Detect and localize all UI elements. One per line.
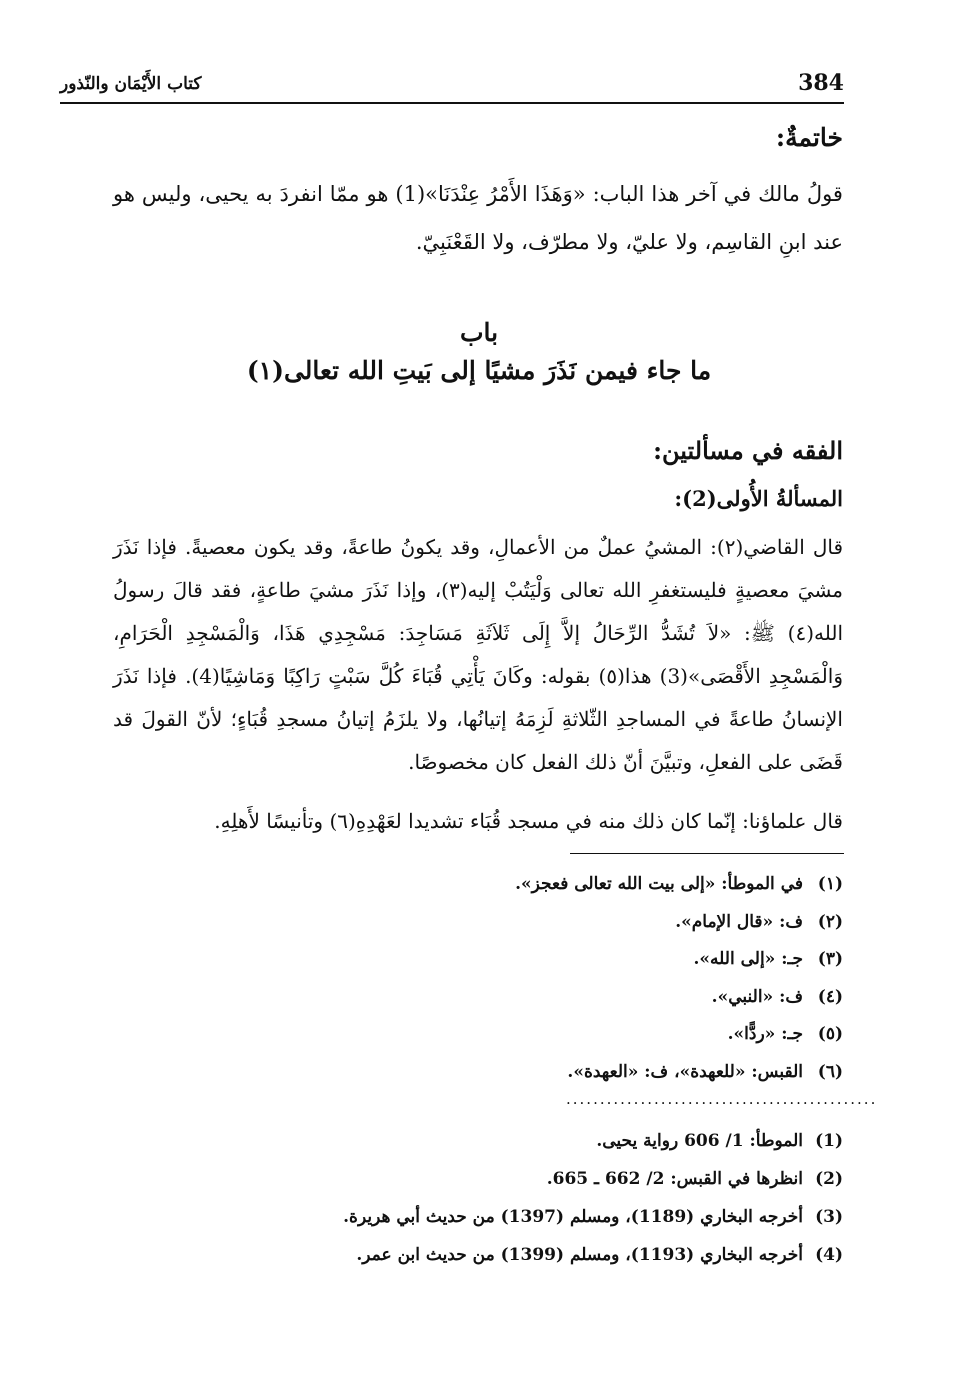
footnote-number: (1): [815, 1131, 843, 1151]
footnote-number: (٥): [817, 1024, 843, 1044]
header-rule: [60, 102, 844, 104]
footnote-number: (3): [815, 1207, 843, 1227]
dotted-separator: ..............................................: [566, 1090, 878, 1108]
footnote-item: [113, 1160, 843, 1198]
footnote-number: (٣): [817, 949, 843, 969]
footnote-text: جـ: «إلى الله».: [693, 949, 803, 969]
khatima-heading: خاتمةٌ:: [775, 123, 843, 152]
footnote-item: [113, 1054, 843, 1092]
footnote-number: (4): [815, 1245, 843, 1265]
footnote-text: انظرها في القبس: 2/ 662 ـ 665.: [546, 1169, 803, 1189]
footnote-number: (١): [817, 874, 843, 894]
page-header: [60, 70, 844, 102]
footnote-text: أخرجه البخاري (1189)، ومسلم (1397) من حديث أبي هريرة.: [343, 1207, 803, 1227]
footnote-text: ف: «النبي».: [711, 986, 803, 1007]
running-head: كتاب الأَيْمَان والنّذور: [60, 74, 202, 94]
footnote-item: [113, 904, 843, 942]
footnote-item: [113, 979, 843, 1017]
footnote-item: [113, 1016, 843, 1054]
footnote-text: جـ: «ردًّا».: [727, 1024, 803, 1044]
footnote-item: [113, 1236, 843, 1274]
footnote-item: [113, 1198, 843, 1236]
footnote-text: أخرجه البخاري (1193)، ومسلم (1399) من حديث ابن عمر.: [356, 1245, 803, 1265]
body-paragraph-1: قال القاضي(٢): المشيُ عملٌ من الأعمالِ، وقد يكونُ طاعةً، وقد يكون معصيةً. فإذا نَذَرَ مشيَ معصيةٍ فليستغفرِ الله تعالى وَلْيَتُبْ إليه(٣)، وإذا نَذَرَ مشيَ طاعةٍ، فقد قالَ رسولُ الله(٤) ﷺ: «لاَ تُشَدُّ الرِّحَالُ إلاَّ إِلَى ثَلاَثَةِ مَسَاجِدَ: مَسْجِدِي هَذَا، وَالْمَسْجِدِ الْحَرَامِ، وَالْمَسْجِدِ الأَقْصَى»(3) هذا(٥) بقوله: وكَانَ يَأْتِي قُبَاءَ كُلَّ سَبْتٍ رَاكِبًا وَمَاشِيًا(4). فإذا نَذَرَ الإنسانُ طاعةً في المساجدِ الثّلاثةِ لَزِمَهُ إتيانُها، ولا يلزَمُ إتيانُ مسجدِ قُبَاءٍ؛ لأنّ القولَ قد قَضَى على الفعلِ، وتبيَّنَ أنّ ذلك الفعل كان مخصوصًا.: [113, 535, 844, 774]
manuscript-footnotes: [113, 866, 843, 1091]
footnote-text: القبس: «للعهدة»، ف: «العهدة».: [567, 1061, 803, 1082]
footnote-number: (٤): [817, 986, 843, 1007]
footnote-number: (2): [815, 1169, 843, 1189]
fiqh-heading: الفقه في مسألتين:: [653, 436, 843, 465]
footnote-item: [113, 941, 843, 979]
footnote-number: (٢): [817, 911, 843, 932]
source-footnotes: [113, 1122, 843, 1274]
page-number: 384: [798, 70, 844, 96]
khatima-paragraph: قولُ مالك في آخر هذا الباب: «وَهَذَا الأَمْرُ عِنْدَنَا»(1) هو ممّا انفردَ به يحيى، وليس هو عند ابنِ القاسِم، ولا عليّ، ولا مطرّف، ولا القَعْنَبِيّ.: [113, 182, 843, 254]
chapter-title: ما جاء فيمن نَذَرَ مشيًا إلى بَيتِ الله تعالى(١): [246, 356, 712, 385]
chapter-label: باب: [459, 318, 499, 347]
footnote-text: ف: «قال الإمام».: [675, 911, 803, 932]
footnote-rule: [570, 853, 844, 854]
footnote-text: في الموطأ: «إلى بيت الله تعالى فعجز».: [515, 874, 803, 894]
footnote-text: الموطأ: 1/ 606 رواية يحيى.: [596, 1131, 803, 1151]
footnote-item: [113, 866, 843, 904]
footnote-number: (٦): [817, 1061, 843, 1082]
body-paragraph-2: قال علماؤنا: إنّما كان ذلك منه في مسجد قُبَاء تشديدا لعَهْدِهِ(٦) وتأنيسًا لأَهلِهِ.: [214, 809, 843, 833]
first-issue-heading: المسألةُ الأُولى(2):: [674, 486, 843, 511]
footnote-item: [113, 1122, 843, 1160]
